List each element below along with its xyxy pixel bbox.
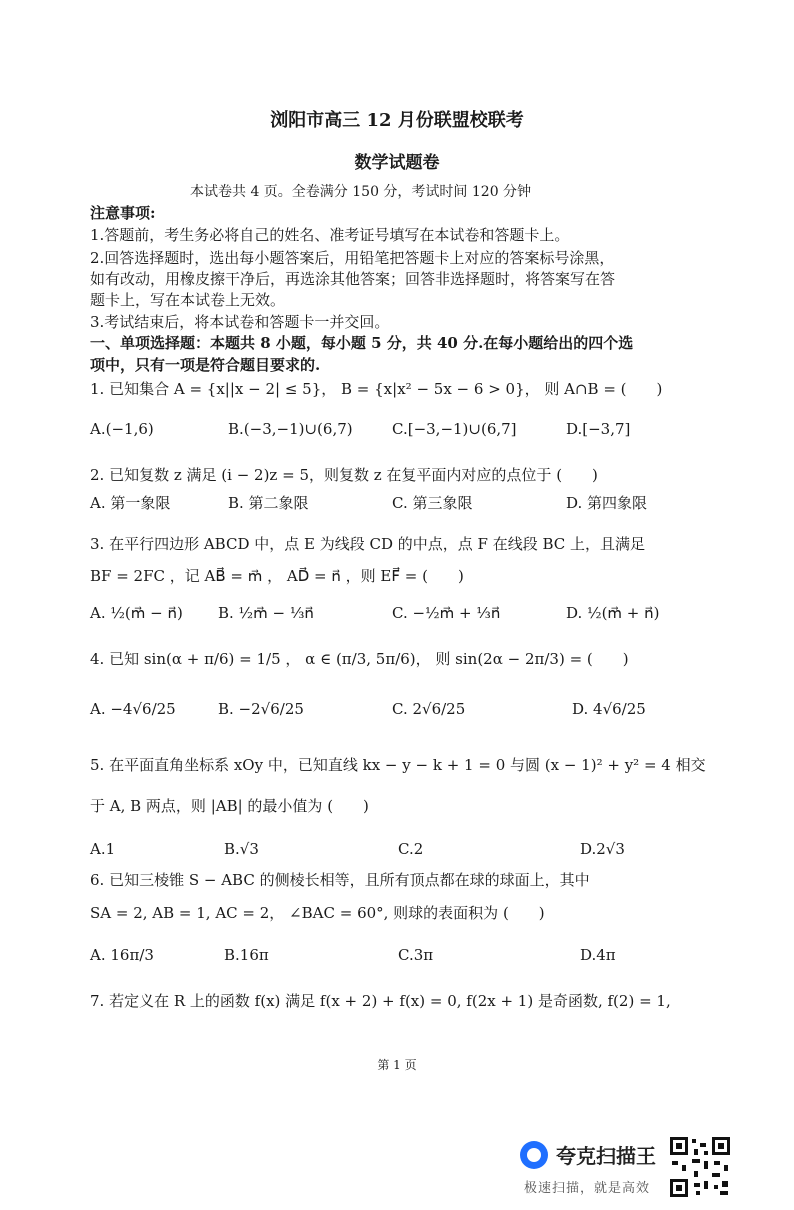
question-5-stem: 于 A, B 两点，则 |AB| 的最小值为 ( ): [90, 797, 369, 815]
notice-line: 题卡上，写在本试卷上无效。: [90, 291, 286, 309]
notice-line: 2.回答选择题时，选出每小题答案后，用铅笔把答题卡上对应的答案标号涂黑，: [90, 249, 615, 267]
question-5-option-b: B.√3: [224, 840, 259, 858]
notice-line: 3.考试结束后，将本试卷和答题卡一并交回。: [90, 313, 390, 331]
subject-title: 数学试题卷: [354, 153, 440, 173]
scanner-watermark: [520, 1140, 656, 1169]
question-3-option-b: B. ½m⃗ − ⅓n⃗: [218, 604, 314, 622]
question-6-option-a: A. 16π/3: [90, 946, 154, 964]
question-2-option-a: A. 第一象限: [90, 494, 171, 512]
question-1-option-a: A.(−1,6): [90, 420, 154, 438]
section-heading: 一、单项选择题：本题共 8 小题，每小题 5 分，共 40 分.在每小题给出的四个选: [90, 334, 634, 352]
question-1-option-d: D.[−3,7]: [566, 420, 631, 438]
question-4-option-b: B. −2√6/25: [218, 700, 304, 718]
exam-title: 浏阳市高三 12 月份联盟校联考: [270, 110, 524, 131]
scanner-logo-icon: [520, 1141, 548, 1169]
question-3-stem: BF = 2FC ，记 AB⃗ = m⃗ ， AD⃗ = n⃗ ，则 EF⃗ = ( ): [90, 567, 464, 585]
question-3-option-c: C. −½m⃗ + ⅓n⃗: [392, 604, 501, 622]
notice-heading: 注意事项:: [90, 204, 156, 222]
notice-line: 1.答题前，考生务必将自己的姓名、准考证号填写在本试卷和答题卡上。: [90, 226, 570, 244]
question-3-option-d: D. ½(m⃗ + n⃗): [566, 604, 660, 622]
question-5-option-c: C.2: [398, 840, 424, 858]
question-2-stem: 2. 已知复数 z 满足 (i − 2)z = 5，则复数 z 在复平面内对应的点位于 ( ): [90, 466, 598, 484]
scanner-brand-name: 夸克扫描王: [556, 1146, 656, 1168]
question-2-option-b: B. 第二象限: [228, 494, 309, 512]
scanner-tagline: 极速扫描，就是高效: [524, 1180, 651, 1195]
question-4-option-a: A. −4√6/25: [90, 700, 176, 718]
question-2-option-d: D. 第四象限: [566, 494, 648, 512]
question-2-option-c: C. 第三象限: [392, 494, 473, 512]
question-5-stem: 5. 在平面直角坐标系 xOy 中，已知直线 kx − y − k + 1 = 0 与圆 (x − 1)² + y² = 4 相交: [90, 756, 706, 774]
question-4-stem: 4. 已知 sin(α + π/6) = 1/5 ， α ∈ (π/3, 5π/6)， 则 sin(2α − 2π/3) = ( ): [90, 650, 629, 668]
question-6-option-b: B.16π: [224, 946, 269, 964]
notice-line: 如有改动，用橡皮擦干净后，再选涂其他答案；回答非选择题时，将答案写在答: [90, 270, 616, 288]
question-1-option-c: C.[−3,−1)∪(6,7]: [392, 420, 517, 438]
question-6-option-d: D.4π: [580, 946, 616, 964]
question-6-stem: 6. 已知三棱锥 S − ABC 的侧棱长相等，且所有顶点都在球的球面上，其中: [90, 871, 590, 889]
question-1-option-b: B.(−3,−1)∪(6,7): [228, 420, 353, 438]
question-3-option-a: A. ½(m⃗ − n⃗): [90, 604, 183, 622]
page-number: 第 1 页: [377, 1058, 417, 1072]
question-6-option-c: C.3π: [398, 946, 434, 964]
question-1-stem: 1. 已知集合 A = {x||x − 2| ≤ 5}， B = {x|x² − 5x − 6 > 0}， 则 A∩B = ( ): [90, 380, 663, 398]
question-7-stem: 7. 若定义在 R 上的函数 f(x) 满足 f(x + 2) + f(x) = 0, f(2x + 1) 是奇函数, f(2) = 1,: [90, 992, 671, 1010]
exam-info: 本试卷共 4 页。全卷满分 150 分，考试时间 120 分钟: [190, 184, 532, 200]
question-3-stem: 3. 在平行四边形 ABCD 中，点 E 为线段 CD 的中点，点 F 在线段 BC 上，且满足: [90, 535, 646, 553]
section-heading: 项中，只有一项是符合题目要求的.: [90, 356, 321, 374]
qr-code-icon: [668, 1135, 732, 1199]
question-4-option-d: D. 4√6/25: [572, 700, 646, 718]
question-5-option-d: D.2√3: [580, 840, 625, 858]
question-4-option-c: C. 2√6/25: [392, 700, 466, 718]
question-5-option-a: A.1: [90, 840, 116, 858]
question-6-stem: SA = 2, AB = 1, AC = 2， ∠BAC = 60°, 则球的表面积为 ( ): [90, 904, 545, 922]
